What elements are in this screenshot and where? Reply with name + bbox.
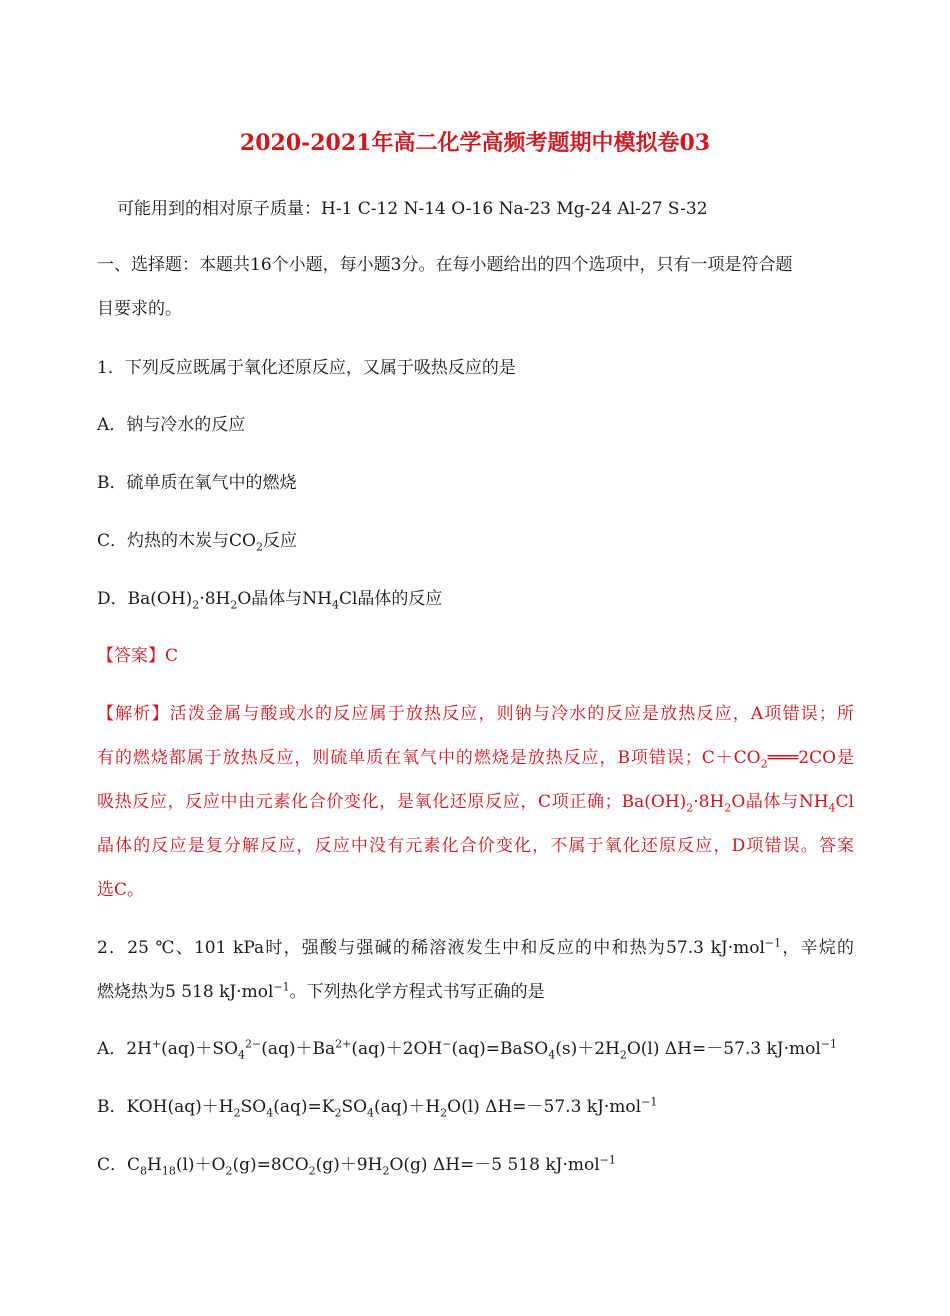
atomic-masses-line: 可能用到的相对原子质量：H-1 C-12 N-14 O-16 Na-23 Mg-24 Al-27 S-32 [117,199,708,219]
question-2-stem-line2: 燃烧热为5 518 kJ·mol$^{-1}$。下列热化学方程式书写正确的是 [97,980,545,1002]
question-1-option-c: C．灼热的木炭与$CO_2$反应 [97,531,297,554]
question-1-stem: 1．下列反应既属于氧化还原反应，又属于吸热反应的是 [97,358,516,378]
question-1-answer: 【答案】C [97,646,179,666]
question-2-option-b: B．$KOH(aq)+H_2SO_4(aq)=K_2SO_4(aq)+H_2O(l)$ ΔH=－57.3 kJ·mol$^{-1}$ [97,1095,658,1120]
question-2-stem-line1: 2．25 ℃、101 kPa时，强酸与强碱的稀溶液发生中和反应的中和热为57.3 kJ·mol$^{-1}$，辛烷的 [97,936,854,958]
question-2-option-a: A．$2H^+(aq)+SO_4^{2-}(aq)+Ba^{2+}(aq)+2OH^-(aq)=BaSO_4(s)+2H_2O(l)$ ΔH=－57.3 kJ·mol$^{-1}$ [97,1037,838,1062]
section-instructions-line1: 一、选择题：本题共16个小题，每小题3分。在每小题给出的四个选项中，只有一项是符合题 [97,255,793,275]
section-instructions-line2: 目要求的。 [97,299,182,319]
question-1-option-b: B．硫单质在氧气中的燃烧 [97,473,297,493]
page-title: 2020-2021年高二化学高频考题期中模拟卷03 [239,130,711,156]
question-1-analysis-line3: 吸热反应，反应中由元素化合价变化，是氧化还原反应，C项正确；$Ba(OH)_2\cdot 8H_2O$晶体与$NH_4Cl$ [97,792,854,815]
question-1-option-a: A．钠与冷水的反应 [97,415,246,435]
question-1-analysis-line4: 晶体的反应是复分解反应，反应中没有元素化合价变化，不属于氧化还原反应，D项错误。答案 [97,836,854,856]
question-1-option-d: D．$Ba(OH)_2\cdot 8H_2O$晶体与$NH_4Cl$晶体的反应 [97,589,443,612]
question-1-analysis-line5: 选C。 [97,880,145,900]
question-1-analysis-line2: 有的燃烧都属于放热反应，则硫单质在氧气中的燃烧是放热反应，B项错误；$C+CO_2═══2CO$是 [97,748,854,771]
question-2-option-c: C．$C_8H_{18}(l)+O_2(g)=8CO_2(g)+9H_2O(g)$ ΔH=－5 518 kJ·mol$^{-1}$ [97,1153,616,1178]
question-1-analysis-line1: 【解析】活泼金属与酸或水的反应属于放热反应，则钠与冷水的反应是放热反应，A项错误；所 [97,704,854,724]
